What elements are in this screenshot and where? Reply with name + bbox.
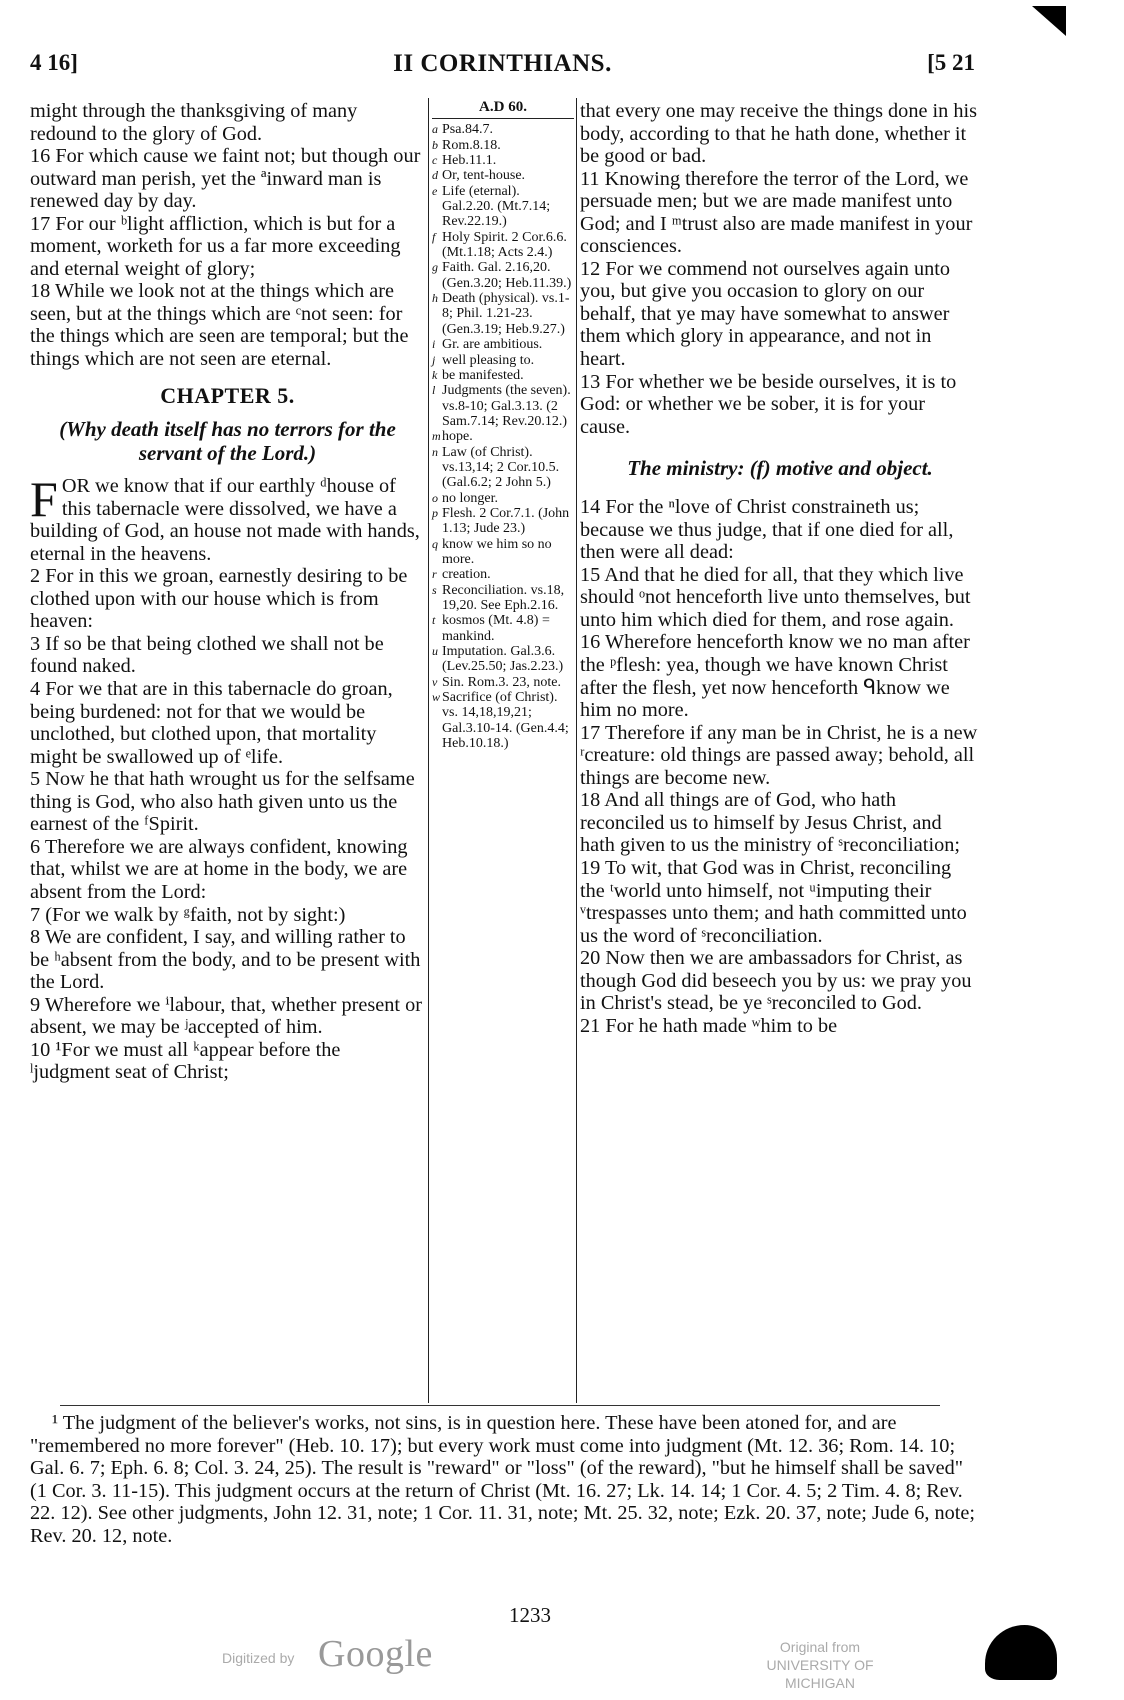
footnote-text: ¹ The judgment of the believer's works, not sins, is in question here. These have been atoned for, and are "remembered no more forever" (Heb. 10. 17); but every work must come into judgment (Mt. 12. 36; Rom. 14. 10; Gal. 6. 7; Eph. 6. 8; Col. 3. 24, 25). The result is "reward" or "loss" (of the reward), "but he himself shall be saved" (1 Cor. 3. 11-15). This judgment occurs at the return of Christ (Mt. 16. 27; Lk. 14. 14; 1 Cor. 4. 5; 2 Tim. 4. 8; Rev. 22. 12). See other judgments, John 12. 31, note; 1 Cor. 11. 31, note; Mt. 25. 32, note; Ezk. 20. 37, note; Jude 6, note; Rev. 20. 12, note. <box>30 1412 976 1547</box>
margin-note-list <box>432 122 574 751</box>
google-logo: Google <box>318 1633 433 1675</box>
margin-note-text: Death (physical). vs.1-8; Phil. 1.21-23. (Gen.3.19; Heb.9.27.) <box>442 291 570 337</box>
verse-text: 10 ¹For we must all ᵏappear before the ˡjudgment seat of Christ; <box>30 1038 341 1084</box>
margin-note-text: kosmos (Mt. 4.8) = mankind. <box>442 613 550 644</box>
verse-text: 2 For in this we groan, earnestly desiring to be clothed upon with our house which is from heaven: <box>30 565 408 633</box>
corner-mark <box>1032 6 1066 36</box>
library-credit-line2: UNIVERSITY OF MICHIGAN <box>766 1657 874 1691</box>
footnote <box>30 1412 980 1548</box>
footnote-rule <box>60 1405 940 1406</box>
margin-note-key: e <box>432 183 438 198</box>
verse-text: 21 For he hath made ʷhim to be <box>580 1014 838 1037</box>
margin-note <box>432 491 574 506</box>
column-rule-right <box>576 98 577 1403</box>
margin-note-key: h <box>432 291 438 306</box>
verse-text: 16 For which cause we faint not; but though our outward man perish, yet the ªinward man is renewed day by day. <box>30 145 421 213</box>
page-number: 1233 <box>509 1603 551 1627</box>
margin-note-text: Flesh. 2 Cor.7.1. (John 1.13; Jude 23.) <box>442 505 570 537</box>
margin-note-key: i <box>432 337 436 352</box>
margin-note-text: Gr. are ambitious. <box>442 337 543 353</box>
margin-note-key: s <box>432 582 437 597</box>
margin-note <box>432 138 574 153</box>
margin-note-text: Reconciliation. vs.18, 19,20. See Eph.2.16. <box>442 582 565 613</box>
margin-note-text: Faith. Gal. 2.16,20. (Gen.3.20; Heb.11.39.) <box>442 260 572 291</box>
margin-note-key: l <box>432 383 436 398</box>
page-header <box>30 50 975 90</box>
margin-note <box>432 567 574 582</box>
margin-note-key: c <box>432 153 438 168</box>
margin-note <box>432 506 574 537</box>
margin-note-text: Sacrifice (of Christ). vs. 14,18,19,21; Gal.3.10-14. (Gen.4.4; Heb.10.18.) <box>442 690 569 752</box>
margin-note-text: Heb.11.1. <box>442 153 497 169</box>
book-title: II CORINTHIANS. <box>393 50 612 77</box>
margin-note <box>432 644 574 675</box>
verse-text: 18 And all things are of God, who hath reconciled us to himself by Jesus Christ, and hath given to us the ministry of ˢreconciliation; <box>580 789 960 857</box>
margin-note <box>432 613 574 644</box>
margin-note-key: m <box>432 429 441 444</box>
margin-note-key: d <box>432 168 438 183</box>
verse-text: 9 Wherefore we ⁱlabour, that, whether present or absent, we may be ʲaccepted of him. <box>30 993 423 1039</box>
verse-text: 5 Now he that hath wrought us for the selfsame thing is God, who also hath given unto us the earnest of the ᶠSpirit. <box>30 768 415 836</box>
section-heading: The ministry: (f) motive and object. <box>627 456 933 481</box>
margin-note-text: Judgments (the seven). vs.8-10; Gal.3.13. (2 Sam.7.14; Rev.20.12.) <box>442 383 571 429</box>
verse-text: that every one may receive the things done in his body, according to that he hath done, whether it be good or bad. <box>580 100 978 168</box>
margin-note <box>432 368 574 383</box>
margin-note <box>432 675 574 690</box>
margin-note <box>432 168 574 183</box>
margin-note-text: creation. <box>442 567 491 583</box>
margin-note-key: k <box>432 367 438 382</box>
margin-note <box>432 291 574 337</box>
verse-text: 11 Knowing therefore the terror of the Lord, we persuade men; but we are made manifest unto God; and I ᵐtrust also are made manifest in your consciences. <box>580 167 973 258</box>
verse-text: 13 For whether we be beside ourselves, it is to God: or whether we be sober, it is for your cause. <box>580 370 957 438</box>
margin-note <box>432 537 574 568</box>
margin-note-text: Life (eternal). Gal.2.20. (Mt.7.14; Rev.22.19.) <box>442 183 551 230</box>
digitized-label: Digitized by <box>222 1650 295 1666</box>
verse-text: 19 To wit, that God was in Christ, reconciling the ᵗworld unto himself, not ᵘimputing their ᵛtrespasses unto them; and hath committed unto us the word of ˢreconciliation. <box>580 856 967 947</box>
margin-note-key: f <box>432 229 436 244</box>
margin-note-key: w <box>432 690 441 705</box>
scan-thumb-blot <box>985 1625 1057 1680</box>
margin-references <box>432 100 574 751</box>
margin-note-text: Rom.8.18. <box>442 137 501 153</box>
margin-note-key: r <box>432 567 437 582</box>
verse-text: 15 And that he died for all, that they which live should ᵒnot henceforth live unto themselves, but unto him which died for them, and rose again. <box>580 563 971 631</box>
margin-note-text: Holy Spirit. 2 Cor.6.6. (Mt.1.18; Acts 2.4.) <box>442 229 567 261</box>
verse-text: 20 Now then we are ambassadors for Christ, as though God did beseech you by us: we pray you in Christ's stead, be ye ˢreconciled to God. <box>580 947 972 1015</box>
margin-note <box>432 230 574 261</box>
margin-note-text: be manifested. <box>442 367 524 383</box>
margin-note-text: Or, tent-house. <box>442 168 526 184</box>
margin-note <box>432 583 574 614</box>
margin-note-text: Sin. Rom.3. 23, note. <box>442 674 562 690</box>
margin-note <box>432 353 574 368</box>
margin-note-key: n <box>432 444 438 459</box>
library-credit-line1: Original from <box>779 1639 861 1655</box>
verse-text: 14 For the ⁿlove of Christ constraineth us; because we thus judge, that if one died for all, then were all dead: <box>580 496 954 564</box>
margin-note <box>432 337 574 352</box>
verse-text: 12 For we commend not ourselves again unto you, but give you occasion to glory on our behalf, that ye may have somewhat to answer them which glory in appearance, and not in heart. <box>580 257 951 371</box>
verse-text: 18 While we look not at the things which are seen, but at the things which are ᶜnot seen: for the things which are seen are temporal; but the things which are not seen are eternal. <box>30 280 409 371</box>
margin-note-text: know we him so no more. <box>442 536 552 567</box>
verse-text: 7 (For we walk by ᵍfaith, not by sight:) <box>30 903 346 926</box>
margin-note-key: q <box>432 536 438 551</box>
left-column <box>30 100 425 1084</box>
verse-text: OR we know that if our earthly ᵈhouse of this tabernacle were dissolved, we have a building of God, an house not made with hands, eternal in the heavens. <box>30 475 420 565</box>
verse-text: 8 We are confident, I say, and willing rather to be ʰabsent from the body, and to be present with the Lord. <box>30 926 421 994</box>
margin-note-key: v <box>432 674 438 689</box>
margin-note <box>432 429 574 444</box>
margin-note-key: p <box>432 505 438 520</box>
margin-note-key: u <box>432 644 438 659</box>
margin-note <box>432 260 574 291</box>
margin-note-text: hope. <box>442 429 473 445</box>
chapter-subtitle: (Why death itself has no terrors for the servant of the Lord.) <box>59 417 396 466</box>
chapter-title: CHAPTER 5. <box>160 382 295 408</box>
verse-text: 17 For our ᵇlight affliction, which is but for a moment, worketh for us a far more exceeding and eternal weight of glory; <box>30 212 401 280</box>
margin-note-text: Psa.84.7. <box>442 122 493 138</box>
margin-note-key: g <box>432 260 438 275</box>
header-right-ref: [5 21 <box>927 50 975 75</box>
library-credit <box>730 1638 910 1692</box>
margin-note <box>432 184 574 230</box>
margin-note <box>432 122 574 137</box>
margin-note-text: Imputation. Gal.3.6. (Lev.25.50; Jas.2.23.) <box>442 644 564 675</box>
margin-note-key: b <box>432 137 438 152</box>
verse-text: might through the thanksgiving of many redound to the glory of God. <box>30 100 358 145</box>
margin-note <box>432 690 574 751</box>
verse-text: 17 Therefore if any man be in Christ, he is a new ʳcreature: old things are passed away; behold, all things are become new. <box>580 721 978 789</box>
verse-text: 4 For we that are in this tabernacle do groan, being burdened: not for that we would be unclothed, but clothed upon, that mortality might be swallowed up of ᵉlife. <box>30 678 393 768</box>
margin-note <box>432 153 574 168</box>
header-left-ref: 4 16] <box>30 50 78 75</box>
margin-note-key: a <box>432 122 438 137</box>
margin-note-key: j <box>432 352 436 367</box>
margin-note <box>432 383 574 429</box>
verse-text: 6 Therefore we are always confident, knowing that, whilst we are at home in the body, we are absent from the Lord: <box>30 835 408 903</box>
margin-note-text: no longer. <box>442 490 498 506</box>
margin-note-text: well pleasing to. <box>442 352 535 368</box>
drop-cap: F <box>30 471 58 528</box>
verse-text: 3 If so be that being clothed we shall not be found naked. <box>30 632 384 678</box>
margin-date: A.D 60. <box>432 100 574 119</box>
right-column <box>580 100 980 1037</box>
margin-note-text: Law (of Christ). vs.13,14; 2 Cor.10.5. (Gal.6.2; 2 John 5.) <box>442 444 560 491</box>
verse-text: 16 Wherefore henceforth know we no man after the ᵖflesh: yea, though we have known Christ after the flesh, yet now henceforth ᑫknow we him no more. <box>580 631 970 722</box>
margin-note-key: o <box>432 490 438 505</box>
column-rule-left <box>428 98 429 1403</box>
margin-note <box>432 445 574 491</box>
margin-note-key: t <box>432 613 436 628</box>
chapter-opening <box>30 471 425 565</box>
